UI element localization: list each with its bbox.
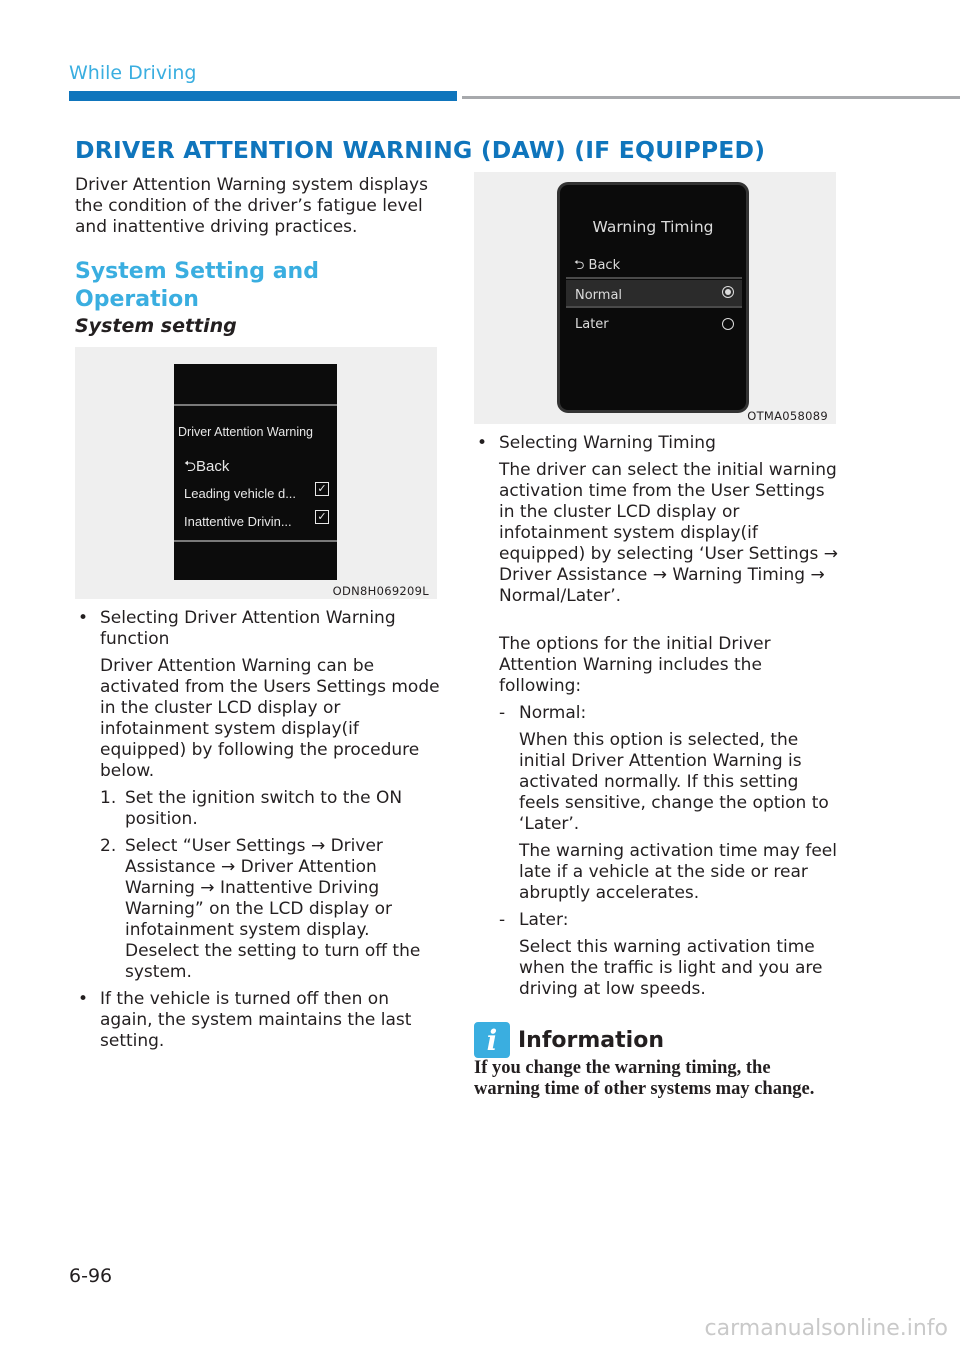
- bullet-select-daw: [75, 608, 440, 650]
- information-text: If you change the warning timing, the warning time of other systems may change.: [474, 1058, 815, 1099]
- header-rule-grey: [462, 96, 960, 99]
- option-later: Later: [575, 317, 609, 332]
- header-rule-blue: [69, 91, 457, 101]
- radio-unselected-icon: [722, 318, 734, 330]
- screen-title: Driver Attention Warning: [178, 425, 314, 439]
- dash-marker: -: [499, 910, 506, 930]
- figure-system-setting: [75, 347, 437, 599]
- option-later-label: [474, 910, 839, 931]
- figure-code: OTMA058089: [747, 409, 828, 423]
- dash-label: Later:: [519, 910, 569, 930]
- screen-divider: [174, 540, 337, 542]
- step-text: Set the ignition switch to the ON position.: [125, 788, 403, 829]
- check-icon: ✓: [315, 510, 329, 524]
- page-title: DRIVER ATTENTION WARNING (DAW) (IF EQUIPPED): [75, 136, 766, 164]
- bullet-label: Selecting Warning Timing: [499, 433, 716, 453]
- screen-item-inattentive-driving: Inattentive Drivin...: [184, 514, 292, 529]
- information-icon: i: [474, 1022, 510, 1058]
- step-text: Select “User Settings → Driver Assistance → Driver Attention Warning → Inattentive Driving Warning” on the LCD display or infotainment system display. Deselect the setting to turn off the system.: [125, 836, 421, 982]
- bullet-body: Driver Attention Warning can be activated from the Users Settings mode in the cluster LCD display or infotainment system display(if equipped) by following the procedure below.: [100, 656, 440, 781]
- screen-divider: [174, 404, 337, 406]
- radio-selected-icon: [722, 286, 734, 298]
- options-intro: The options for the initial Driver Attention Warning includes the following:: [499, 634, 771, 696]
- figure-code: ODN8H069209L: [332, 584, 429, 598]
- bullet-dot: •: [78, 608, 89, 628]
- step-number: 2.: [100, 836, 117, 856]
- subheading: System Setting and Operation: [75, 259, 319, 312]
- cluster-screen: [174, 364, 337, 580]
- later-description: Select this warning activation time when the traffic is light and you are driving at low speeds.: [519, 937, 823, 999]
- check-icon: ✓: [315, 482, 329, 496]
- information-title: Information: [518, 1027, 664, 1053]
- left-column: [75, 175, 440, 1052]
- bullet-text: If the vehicle is turned off then on again, the system maintains the last setting.: [100, 989, 412, 1051]
- page-number: 6-96: [69, 1265, 113, 1287]
- section-label: While Driving: [69, 62, 197, 84]
- cluster-screen: [560, 185, 746, 410]
- dash-label: Normal:: [519, 703, 587, 723]
- bullet-dot: •: [477, 433, 488, 453]
- screen-item-leading-vehicle: Leading vehicle d...: [184, 486, 297, 501]
- bullet-warning-timing: [474, 433, 839, 454]
- screen-back-item: ⮌Back: [184, 458, 230, 475]
- screen-back-item: ⮌ Back: [574, 258, 621, 273]
- option-normal: Normal: [575, 288, 623, 303]
- bullet-dot: •: [78, 989, 89, 1009]
- bullet-last-setting: [75, 989, 440, 1052]
- figure-warning-timing: [474, 172, 836, 424]
- step-number: 1.: [100, 788, 117, 808]
- right-column: [474, 172, 839, 1100]
- dash-marker: -: [499, 703, 506, 723]
- watermark: carmanualsonline.info: [704, 1316, 948, 1341]
- step-1: [75, 788, 440, 830]
- step-2: [75, 836, 440, 983]
- normal-note: The warning activation time may feel late if a vehicle at the side or rear abruptly accelerates.: [519, 841, 837, 903]
- subsubheading: System setting: [75, 315, 237, 337]
- intro-paragraph: Driver Attention Warning system displays the condition of the driver’s fatigue level and inattentive driving practices.: [75, 175, 428, 237]
- screen-divider: [566, 306, 742, 308]
- screen-title: Warning Timing: [592, 218, 714, 236]
- screen-divider: [566, 277, 742, 279]
- normal-description: When this option is selected, the initial Driver Attention Warning is activated normally. If this setting feels sensitive, change the option to ‘Later’.: [519, 730, 829, 834]
- option-normal-label: [474, 703, 839, 724]
- information-header: [474, 1022, 839, 1058]
- bullet-body: The driver can select the initial warning activation time from the User Settings in the cluster LCD display or infotainment system display(if equipped) by selecting ‘User Settings → Driver Assistance → Warning Timing → Normal/Later’.: [499, 460, 839, 606]
- bullet-label: Selecting Driver Attention Warning function: [100, 608, 396, 649]
